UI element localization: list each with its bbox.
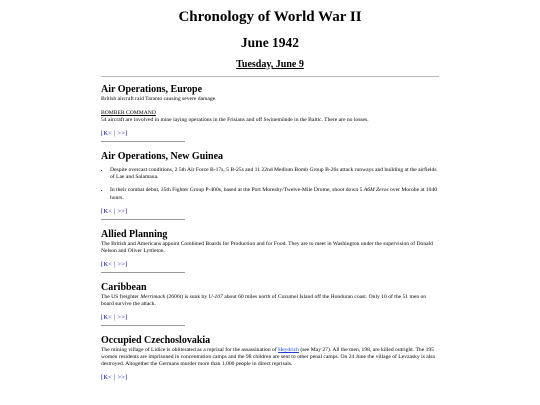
- list-item: [110, 187, 439, 201]
- nav-separator: |: [113, 374, 116, 382]
- page-title: Chronology of World War II: [178, 9, 362, 25]
- sub-text: 54 aircraft are involved in mine laying operations in the Frisians and off Swinemünde in the Baltic. There are no losses.: [101, 117, 369, 124]
- content: [101, 84, 439, 381]
- section-heading: Air Operations, New Guinea: [101, 151, 224, 163]
- sub-heading: BOMBER COMMAND: [101, 110, 156, 117]
- nav-close-bracket: ]: [125, 207, 128, 215]
- nav-bar: [101, 374, 439, 381]
- nav-separator: |: [113, 130, 116, 138]
- text-part: (see May 27). All the men, 198, are killed outright. The 195 women residents are imprisoned in concentration camps and the 98 children are sent to other penal camps. On 24 June the village of Levzasky is also destroyed. Altogether the Germans murder more than 1,000 people in direct reprisals.: [101, 347, 436, 368]
- section-heading: Caribbean: [101, 281, 147, 293]
- nav-open-bracket: [: [101, 374, 104, 382]
- nav-last-link[interactable]: >>: [117, 260, 126, 268]
- section-air-operations-europe: [101, 84, 439, 142]
- nav-open-bracket: [: [101, 260, 104, 268]
- bullet-list: [101, 167, 439, 201]
- section-caribbean: [101, 282, 439, 326]
- nav-bar: [101, 130, 439, 137]
- section-text: [101, 294, 439, 308]
- list-item-text: In their combat debut, 35th Fighter Group P-400s, based at the Port Moresby/Twelve-Mile Drome, shoot down 5: [110, 187, 363, 194]
- section-text: British aircraft raid Taranto causing severe damage.: [101, 96, 217, 102]
- nav-close-bracket: ]: [125, 374, 128, 382]
- section-text: [101, 347, 439, 368]
- page-date: Tuesday, June 9: [236, 59, 304, 70]
- nav-separator: |: [113, 314, 116, 322]
- nav-separator: |: [113, 260, 116, 268]
- nav-first-link[interactable]: K<: [103, 260, 113, 268]
- submarine-name: U-107: [208, 293, 223, 300]
- nav-first-link[interactable]: K<: [103, 374, 113, 382]
- section-heading: Allied Planning: [101, 228, 168, 240]
- nav-last-link[interactable]: >>: [117, 314, 126, 322]
- nav-bar: [101, 208, 439, 215]
- nav-first-link[interactable]: K<: [103, 314, 113, 322]
- nav-close-bracket: ]: [125, 314, 128, 322]
- list-item: • Despite overcast conditions, 2 5th Air Force B-17s, 5 B-25s and 11 22nd Medium Bomb Group B-26s attack runways and building at the airfields of Lae and Salamaua.: [110, 167, 439, 181]
- nav-open-bracket: [: [101, 130, 104, 138]
- heydrich-link[interactable]: Heydrich: [278, 347, 299, 354]
- nav-last-link[interactable]: >>: [117, 130, 126, 138]
- list-item-text: over Morobe at 1040 hours.: [110, 187, 438, 201]
- section-air-operations-new-guinea: [101, 151, 439, 219]
- section-heading: Air Operations, Europe: [101, 84, 203, 95]
- nav-last-link[interactable]: >>: [117, 374, 126, 382]
- text-part: about 60 miles north of Cozumel Island off the Honduran coast. Only 10 of the 51 men on board survive the attack.: [101, 293, 427, 307]
- aircraft-name: A6M Zeros: [363, 187, 389, 194]
- nav-separator: |: [113, 207, 116, 215]
- nav-open-bracket: [: [101, 314, 104, 322]
- nav-last-link[interactable]: >>: [117, 207, 126, 215]
- nav-close-bracket: ]: [125, 260, 128, 268]
- nav-bar: [101, 261, 439, 268]
- section-text: The British and Americans appoint Combined Boards for Production and for Food. They are to meet in Washington under the supervision of Donald Nelson and Oliver Lyttleton.: [101, 240, 433, 254]
- nav-first-link[interactable]: K<: [103, 130, 113, 138]
- nav-open-bracket: [: [101, 207, 104, 215]
- text-part: (2606t) is sunk by: [166, 293, 208, 300]
- page-month: June 1942: [240, 35, 300, 50]
- text-part: The US freighter: [101, 293, 139, 300]
- ship-name: Merrimack: [140, 293, 166, 300]
- section-occupied-czechoslovakia: [101, 335, 439, 381]
- section-allied-planning: [101, 229, 439, 273]
- section-heading: Occupied Czechoslovakia: [101, 335, 211, 347]
- nav-bar: [101, 314, 439, 321]
- section-divider: [101, 325, 185, 326]
- nav-first-link[interactable]: K<: [103, 207, 113, 215]
- section-divider: [101, 141, 185, 142]
- nav-close-bracket: ]: [125, 130, 128, 138]
- section-divider: [101, 219, 185, 220]
- section-divider: [101, 272, 185, 273]
- text-part: The mining village of Lidice is obliterated as a reprisal for the assassination of: [101, 347, 277, 354]
- header-divider: [101, 76, 439, 77]
